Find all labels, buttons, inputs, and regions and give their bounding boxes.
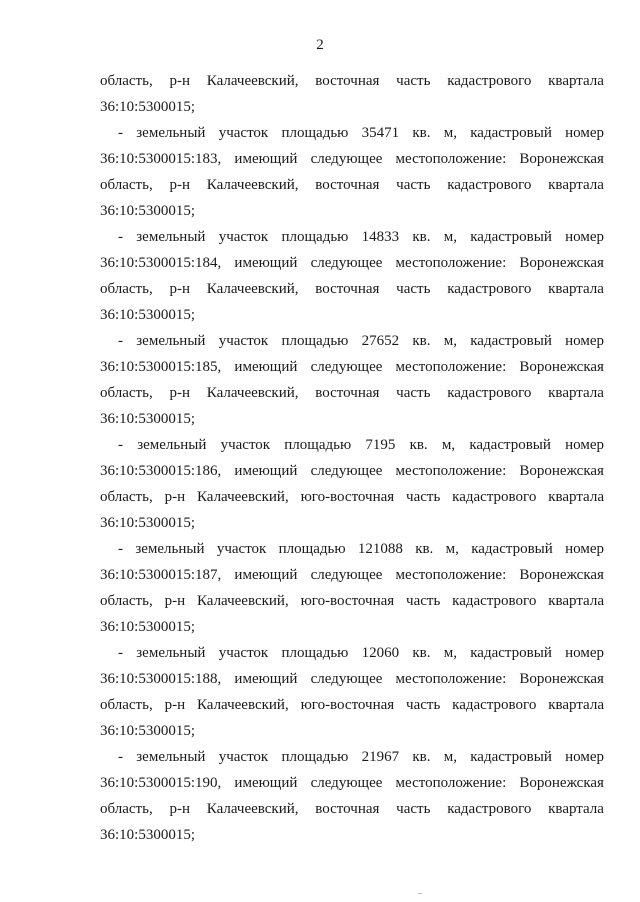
paragraph bbox=[100, 328, 604, 432]
text-line: - земельный участок площадью 35471 кв. м, кадастровый номер bbox=[118, 125, 604, 141]
text-line: 36:10:5300015:188, имеющий следующее местоположение: Воронежская bbox=[100, 671, 604, 687]
text-line: 36:10:5300015:183, имеющий следующее местоположение: Воронежская bbox=[100, 151, 604, 167]
text-line: область, р-н Калачеевский, юго-восточная часть кадастрового квартала bbox=[100, 593, 604, 609]
paragraph bbox=[100, 224, 604, 328]
text-line: 36:10:5300015; bbox=[100, 619, 196, 635]
paragraph bbox=[100, 432, 604, 536]
text-line: 36:10:5300015:187, имеющий следующее местоположение: Воронежская bbox=[100, 567, 604, 583]
paragraph bbox=[100, 120, 604, 224]
text-line: 36:10:5300015; bbox=[100, 411, 196, 427]
text-line: - земельный участок площадью 21967 кв. м, кадастровый номер bbox=[118, 749, 604, 765]
text-line: область, р-н Калачеевский, восточная часть кадастрового квартала bbox=[100, 385, 604, 401]
text-line: область, р-н Калачеевский, восточная часть кадастрового квартала bbox=[100, 73, 604, 89]
text-line: область, р-н Калачеевский, восточная часть кадастрового квартала bbox=[100, 801, 604, 817]
text-line: область, р-н Калачеевский, юго-восточная часть кадастрового квартала bbox=[100, 489, 604, 505]
text-line: область, р-н Калачеевский, юго-восточная часть кадастрового квартала bbox=[100, 697, 604, 713]
text-line: область, р-н Калачеевский, восточная часть кадастрового квартала bbox=[100, 281, 604, 297]
text-line: 36:10:5300015; bbox=[100, 99, 196, 115]
text-line: область, р-н Калачеевский, восточная часть кадастрового квартала bbox=[100, 177, 604, 193]
paragraph bbox=[100, 68, 604, 120]
text-line: 36:10:5300015:185, имеющий следующее местоположение: Воронежская bbox=[100, 359, 604, 375]
text-line: - земельный участок площадью 7195 кв. м, кадастровый номер bbox=[118, 437, 604, 453]
text-line: - земельный участок площадью 14833 кв. м, кадастровый номер bbox=[118, 229, 604, 245]
text-line: 36:10:5300015:184, имеющий следующее местоположение: Воронежская bbox=[100, 255, 604, 271]
paragraph bbox=[100, 536, 604, 640]
footer-mark bbox=[418, 893, 422, 894]
text-line: 36:10:5300015:190, имеющий следующее местоположение: Воронежская bbox=[100, 775, 604, 791]
text-line: 36:10:5300015:186, имеющий следующее местоположение: Воронежская bbox=[100, 463, 604, 479]
text-line: 36:10:5300015; bbox=[100, 723, 196, 739]
paragraph bbox=[100, 640, 604, 744]
paragraph bbox=[100, 744, 604, 848]
text-line: 36:10:5300015; bbox=[100, 827, 196, 843]
document-body bbox=[100, 68, 604, 848]
text-line: 36:10:5300015; bbox=[100, 515, 196, 531]
page-number: 2 bbox=[316, 37, 324, 53]
text-line: - земельный участок площадью 27652 кв. м, кадастровый номер bbox=[118, 333, 604, 349]
text-line: - земельный участок площадью 121088 кв. м, кадастровый номер bbox=[118, 541, 604, 557]
text-line: 36:10:5300015; bbox=[100, 307, 196, 323]
text-line: - земельный участок площадью 12060 кв. м, кадастровый номер bbox=[118, 645, 604, 661]
text-line: 36:10:5300015; bbox=[100, 203, 196, 219]
